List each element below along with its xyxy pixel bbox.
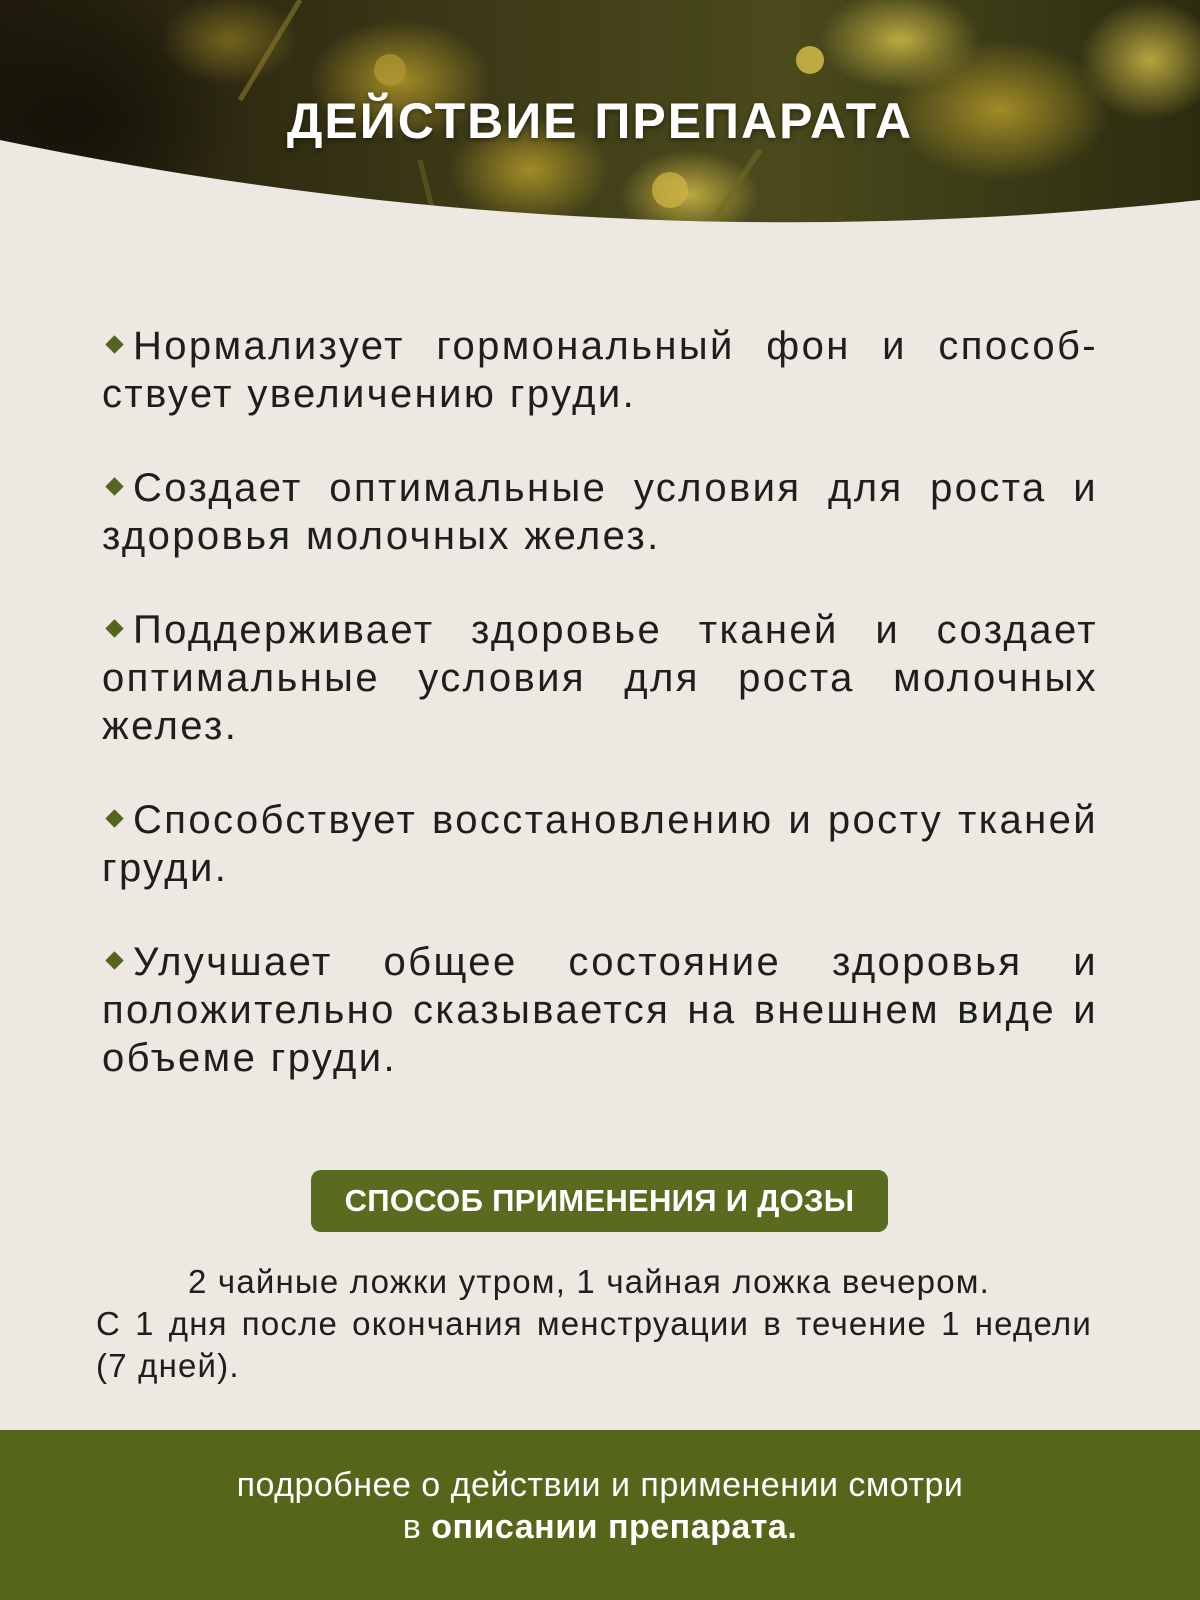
header-banner [0,0,1200,240]
dosage-instructions [96,1261,1092,1387]
benefit-text: Поддерживает здоровье тканей и создает оптимальные условия для роста молочных желез. [102,608,1098,748]
list-item [102,464,1098,560]
footer-line: подробнее о действии и применении смотри [236,1466,964,1504]
list-item [102,322,1098,418]
footer-emphasis: описании препарата. [431,1508,798,1546]
benefit-text: Нормализует гормональный фон и способ-ствует увеличению груди. [102,324,1098,416]
list-item [102,938,1098,1082]
dosage-heading-badge [311,1170,888,1232]
list-item [102,796,1098,892]
dosage-heading: СПОСОБ ПРИМЕНЕНИЯ И ДОЗЫ [344,1183,855,1218]
footer-banner [0,1430,1200,1600]
benefit-text: Улучшает общее состояние здоровья и положительно сказывается на внешнем виде и объеме груди. [102,940,1098,1080]
diamond-bullet-icon [105,952,123,970]
footer-prefix: в [402,1508,432,1546]
dosage-line: С 1 дня после окончания менструации в течение 1 недели (7 дней). [96,1305,1092,1384]
diamond-bullet-icon [105,620,123,638]
list-item [102,606,1098,750]
dosage-line: 2 чайные ложки утром, 1 чайная ложка вечером. [188,1263,991,1300]
footer-line [0,1506,1200,1548]
diamond-bullet-icon [105,478,123,496]
benefit-text: Способствует восстановлению и росту тканей груди. [102,798,1098,890]
diamond-bullet-icon [105,810,123,828]
benefit-text: Создает оптимальные условия для роста и здоровья молочных желез. [102,466,1098,558]
benefits-list [102,322,1098,1128]
diamond-bullet-icon [105,336,123,354]
page-title: ДЕЙСТВИЕ ПРЕПАРАТА [286,93,914,149]
